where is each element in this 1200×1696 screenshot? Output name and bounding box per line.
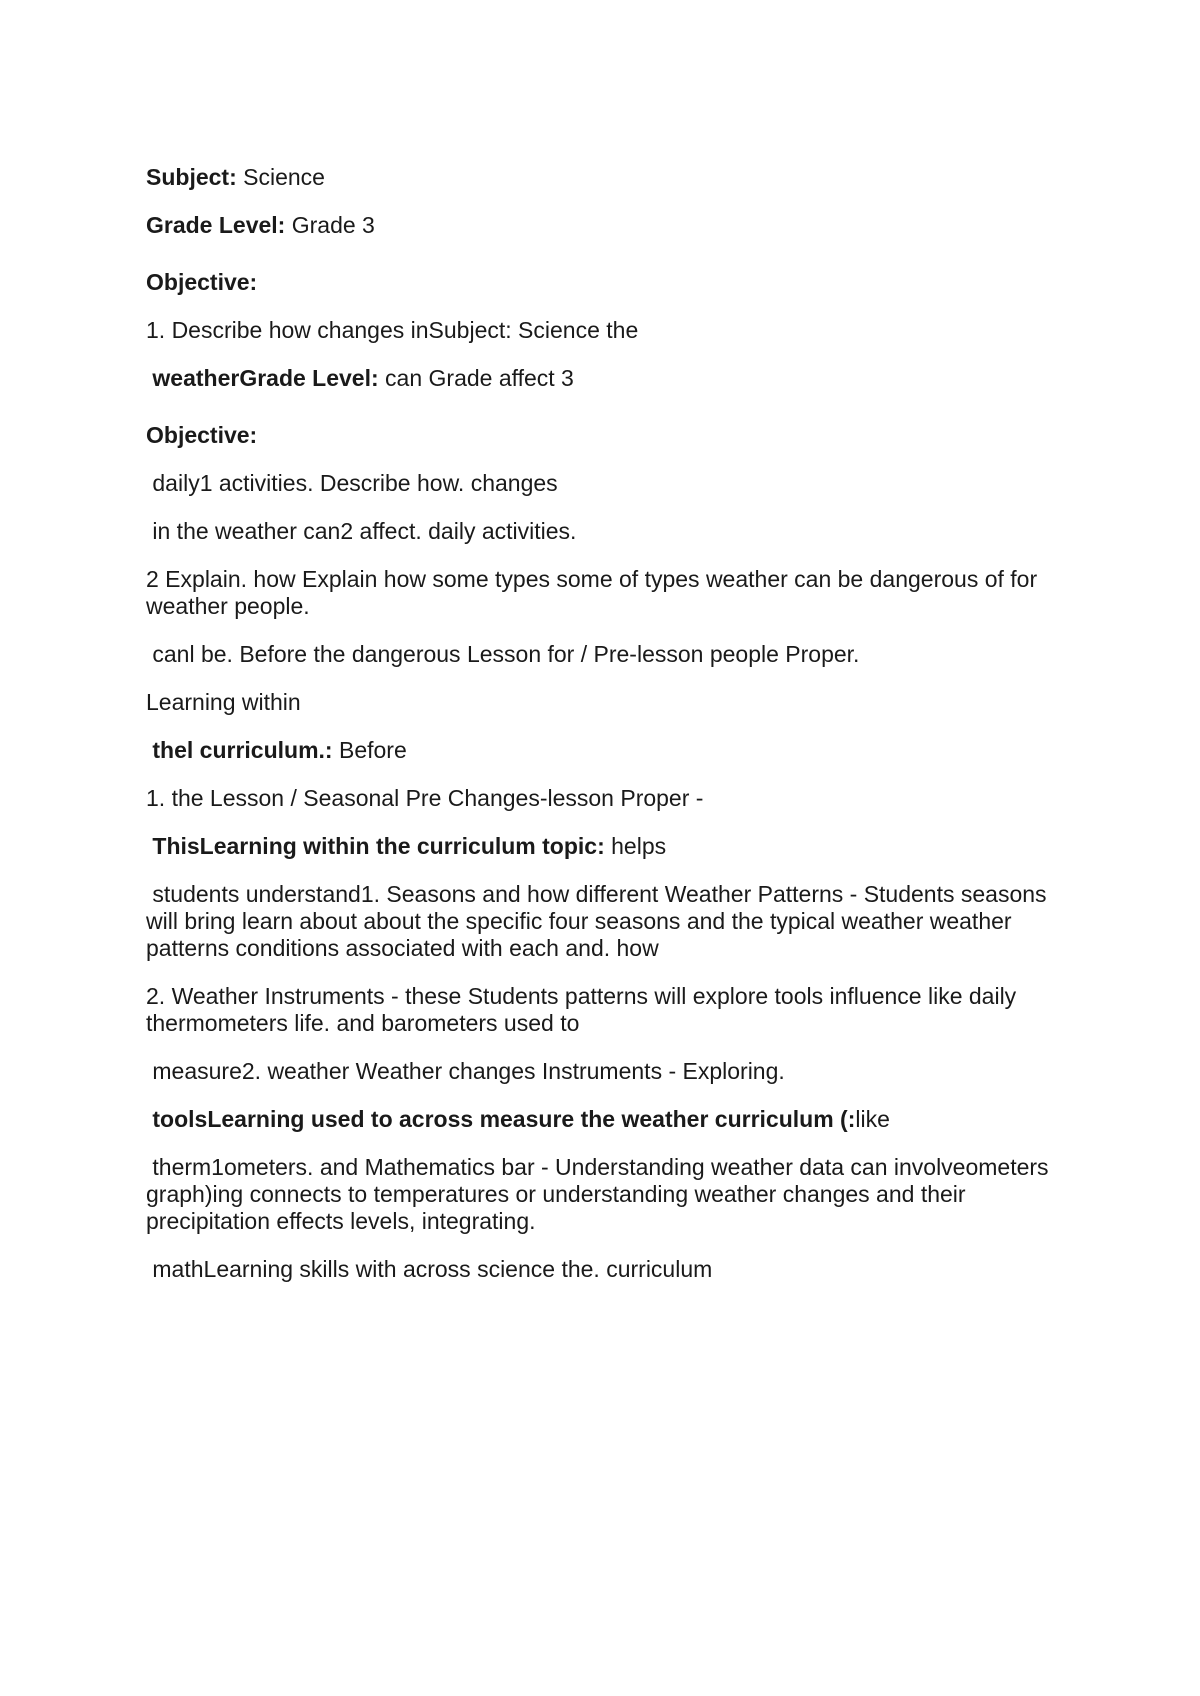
- paragraph-line: [146, 1058, 1076, 1085]
- paragraph-bold: toolsLearning used to across measure the weather curriculum (:: [146, 1106, 856, 1132]
- document-body: [146, 164, 1076, 1304]
- paragraph-line: [146, 470, 1076, 497]
- paragraph-line: [146, 983, 1076, 1037]
- paragraph-text: 1. the Lesson / Seasonal Pre Changes-lesson Proper -: [146, 785, 704, 811]
- paragraph-text: students understand1. Seasons and how different Weather Patterns - Students seasons will bring learn about about the specific four seasons and the typical weather weather patterns conditions associated with each and. how: [146, 881, 1053, 961]
- paragraph-line: [146, 785, 1076, 812]
- paragraph-text: can Grade affect 3: [378, 365, 574, 391]
- paragraph-text: Before: [332, 737, 407, 763]
- paragraph-subject: [146, 164, 1076, 191]
- paragraph-line: [146, 881, 1076, 962]
- paragraph-line: [146, 518, 1076, 545]
- paragraph-text: in the weather can2 affect. daily activities.: [146, 518, 577, 544]
- paragraph-bold: thel curriculum.:: [146, 737, 333, 763]
- paragraph-line: [146, 317, 1076, 344]
- paragraph-text: like: [855, 1106, 890, 1132]
- grade-level-label: Grade Level:: [146, 212, 286, 238]
- paragraph-text: 1. Describe how changes inSubject: Science the: [146, 317, 639, 343]
- paragraph-line: [146, 641, 1076, 668]
- paragraph-line: [146, 566, 1076, 620]
- paragraph-bold: ThisLearning within the curriculum topic:: [146, 833, 605, 859]
- paragraph-text: 2 Explain. how Explain how some types some of types weather can be dangerous of for weather people.: [146, 566, 1044, 619]
- paragraph-line: [146, 737, 1076, 764]
- paragraph-grade-level: [146, 212, 1076, 239]
- subject-value: Science: [236, 164, 325, 190]
- paragraph-text: Learning within: [146, 689, 301, 715]
- paragraph-line: [146, 833, 1076, 860]
- paragraph-bold: weatherGrade Level:: [146, 365, 379, 391]
- paragraph-line: [146, 1256, 1076, 1283]
- paragraph-text: canl be. Before the dangerous Lesson for / Pre-lesson people Proper.: [146, 641, 860, 667]
- paragraph-text: mathLearning skills with across science the. curriculum: [146, 1256, 713, 1282]
- objective-heading: Objective:: [146, 269, 258, 295]
- paragraph-text: therm1ometers. and Mathematics bar - Understanding weather data can involveometers graph)ing connects to temperatures or understanding weather changes and their precipitation effects levels, integrating.: [146, 1154, 1055, 1234]
- paragraph-text: measure2. weather Weather changes Instruments - Exploring.: [146, 1058, 785, 1084]
- paragraph-line: [146, 689, 1076, 716]
- paragraph-line: [146, 1154, 1076, 1235]
- paragraph-objective-heading: [146, 422, 1076, 449]
- grade-level-value: Grade 3: [285, 212, 375, 238]
- paragraph-objective-heading: [146, 269, 1076, 296]
- paragraph-line: [146, 1106, 1076, 1133]
- paragraph-text: daily1 activities. Describe how. changes: [146, 470, 558, 496]
- paragraph-text: helps: [604, 833, 667, 859]
- objective-heading: Objective:: [146, 422, 258, 448]
- subject-label: Subject:: [146, 164, 237, 190]
- paragraph-line: [146, 365, 1076, 392]
- paragraph-text: 2. Weather Instruments - these Students patterns will explore tools influence like daily thermometers life. and barometers used to: [146, 983, 1023, 1036]
